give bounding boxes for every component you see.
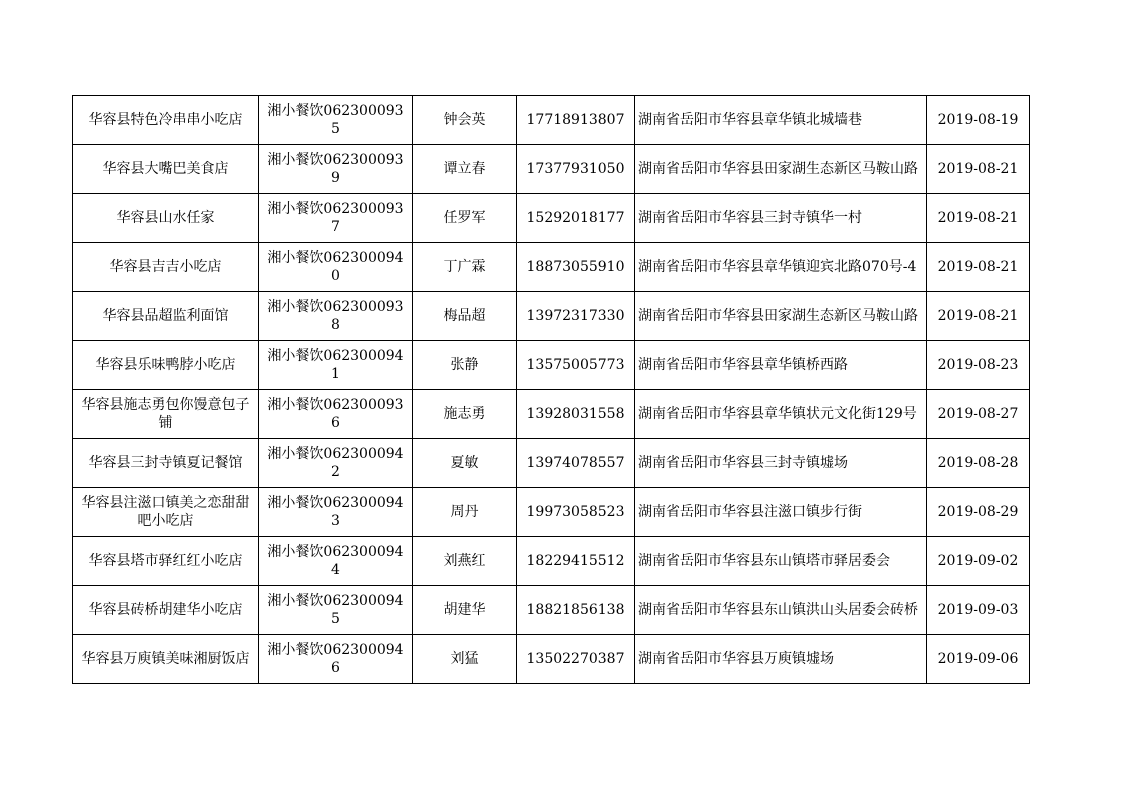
table-row (73, 96, 1030, 145)
table-row (73, 586, 1030, 635)
date-cell: 2019-09-02 (927, 537, 1030, 586)
license-number-cell: 湘小餐饮0623000943 (259, 488, 413, 537)
operator-name-cell: 夏敏 (413, 439, 517, 488)
operator-name-cell: 梅品超 (413, 292, 517, 341)
shop-name-cell: 华容县注滋口镇美之恋甜甜吧小吃店 (73, 488, 259, 537)
address-cell: 湖南省岳阳市华容县田家湖生态新区马鞍山路 (635, 145, 927, 194)
date-cell: 2019-08-21 (927, 145, 1030, 194)
table-row (73, 390, 1030, 439)
address-cell: 湖南省岳阳市华容县三封寺镇华一村 (635, 194, 927, 243)
shop-name-cell: 华容县三封寺镇夏记餐馆 (73, 439, 259, 488)
date-cell: 2019-08-19 (927, 96, 1030, 145)
address-cell: 湖南省岳阳市华容县万庾镇墟场 (635, 635, 927, 684)
phone-cell: 17718913807 (517, 96, 635, 145)
phone-cell: 13974078557 (517, 439, 635, 488)
date-cell: 2019-08-21 (927, 292, 1030, 341)
shop-name-cell: 华容县品超监利面馆 (73, 292, 259, 341)
license-number-cell: 湘小餐饮0623000937 (259, 194, 413, 243)
phone-cell: 15292018177 (517, 194, 635, 243)
address-cell: 湖南省岳阳市华容县章华镇迎宾北路070号-4 (635, 243, 927, 292)
date-cell: 2019-09-06 (927, 635, 1030, 684)
license-number-cell: 湘小餐饮0623000945 (259, 586, 413, 635)
table-row (73, 194, 1030, 243)
date-cell: 2019-09-03 (927, 586, 1030, 635)
shop-name-cell: 华容县特色冷串串小吃店 (73, 96, 259, 145)
table-row (73, 635, 1030, 684)
phone-cell: 13928031558 (517, 390, 635, 439)
operator-name-cell: 刘猛 (413, 635, 517, 684)
phone-cell: 18873055910 (517, 243, 635, 292)
license-number-cell: 湘小餐饮0623000941 (259, 341, 413, 390)
table-row (73, 243, 1030, 292)
date-cell: 2019-08-21 (927, 243, 1030, 292)
registration-table (72, 95, 1030, 684)
date-cell: 2019-08-21 (927, 194, 1030, 243)
table-row (73, 537, 1030, 586)
table-row (73, 488, 1030, 537)
address-cell: 湖南省岳阳市华容县章华镇状元文化街129号 (635, 390, 927, 439)
shop-name-cell: 华容县砖桥胡建华小吃店 (73, 586, 259, 635)
shop-name-cell: 华容县吉吉小吃店 (73, 243, 259, 292)
license-number-cell: 湘小餐饮0623000936 (259, 390, 413, 439)
license-number-cell: 湘小餐饮0623000939 (259, 145, 413, 194)
operator-name-cell: 任罗军 (413, 194, 517, 243)
license-number-cell: 湘小餐饮0623000942 (259, 439, 413, 488)
table-body (73, 96, 1030, 684)
operator-name-cell: 周丹 (413, 488, 517, 537)
shop-name-cell: 华容县乐味鸭脖小吃店 (73, 341, 259, 390)
phone-cell: 18229415512 (517, 537, 635, 586)
license-number-cell: 湘小餐饮0623000946 (259, 635, 413, 684)
table-row (73, 341, 1030, 390)
phone-cell: 17377931050 (517, 145, 635, 194)
shop-name-cell: 华容县大嘴巴美食店 (73, 145, 259, 194)
operator-name-cell: 钟会英 (413, 96, 517, 145)
address-cell: 湖南省岳阳市华容县三封寺镇墟场 (635, 439, 927, 488)
license-number-cell: 湘小餐饮0623000944 (259, 537, 413, 586)
date-cell: 2019-08-28 (927, 439, 1030, 488)
license-number-cell: 湘小餐饮0623000938 (259, 292, 413, 341)
license-number-cell: 湘小餐饮0623000940 (259, 243, 413, 292)
address-cell: 湖南省岳阳市华容县章华镇桥西路 (635, 341, 927, 390)
address-cell: 湖南省岳阳市华容县东山镇塔市驿居委会 (635, 537, 927, 586)
address-cell: 湖南省岳阳市华容县田家湖生态新区马鞍山路 (635, 292, 927, 341)
phone-cell: 18821856138 (517, 586, 635, 635)
license-number-cell: 湘小餐饮0623000935 (259, 96, 413, 145)
address-cell: 湖南省岳阳市华容县注滋口镇步行街 (635, 488, 927, 537)
table-row (73, 145, 1030, 194)
table-row (73, 292, 1030, 341)
address-cell: 湖南省岳阳市华容县东山镇洪山头居委会砖桥 (635, 586, 927, 635)
phone-cell: 13575005773 (517, 341, 635, 390)
operator-name-cell: 谭立春 (413, 145, 517, 194)
operator-name-cell: 丁广霖 (413, 243, 517, 292)
operator-name-cell: 施志勇 (413, 390, 517, 439)
operator-name-cell: 刘燕红 (413, 537, 517, 586)
date-cell: 2019-08-27 (927, 390, 1030, 439)
operator-name-cell: 张静 (413, 341, 517, 390)
shop-name-cell: 华容县施志勇包你馒意包子铺 (73, 390, 259, 439)
phone-cell: 19973058523 (517, 488, 635, 537)
phone-cell: 13502270387 (517, 635, 635, 684)
phone-cell: 13972317330 (517, 292, 635, 341)
date-cell: 2019-08-29 (927, 488, 1030, 537)
shop-name-cell: 华容县万庾镇美味湘厨饭店 (73, 635, 259, 684)
operator-name-cell: 胡建华 (413, 586, 517, 635)
shop-name-cell: 华容县山水任家 (73, 194, 259, 243)
shop-name-cell: 华容县塔市驿红红小吃店 (73, 537, 259, 586)
date-cell: 2019-08-23 (927, 341, 1030, 390)
table-row (73, 439, 1030, 488)
address-cell: 湖南省岳阳市华容县章华镇北城墙巷 (635, 96, 927, 145)
